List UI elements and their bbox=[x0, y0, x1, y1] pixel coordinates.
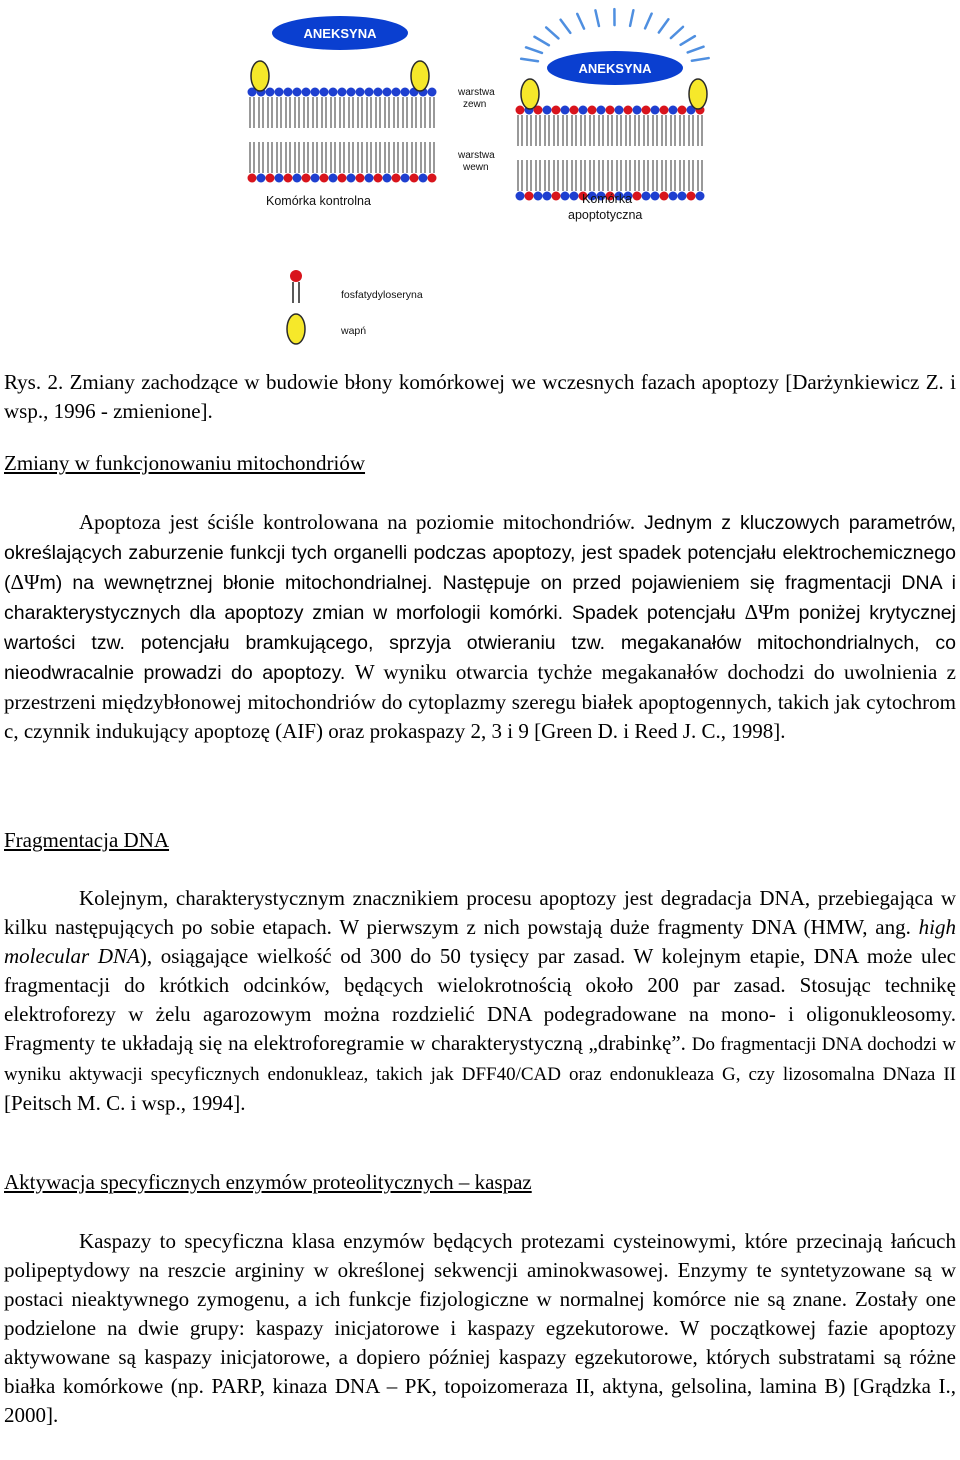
lipid-tail bbox=[608, 160, 612, 191]
lipid-tail bbox=[322, 97, 326, 128]
lipid-tail bbox=[367, 97, 371, 128]
phosphatidylserine-head bbox=[624, 106, 633, 115]
lipid-tail bbox=[421, 97, 425, 128]
lipid-tail bbox=[545, 115, 549, 146]
lipid-tail bbox=[680, 115, 684, 146]
lipid-tail bbox=[599, 160, 603, 191]
lipid-tail bbox=[430, 142, 434, 173]
lipid-tail bbox=[322, 142, 326, 173]
binding-ray bbox=[645, 14, 652, 29]
lipid-head bbox=[365, 174, 374, 183]
binding-ray bbox=[671, 27, 683, 38]
lipid-tail bbox=[250, 142, 254, 173]
phosphatidylserine-head bbox=[392, 174, 401, 183]
lipid-tail bbox=[385, 142, 389, 173]
lipid-tail bbox=[617, 160, 621, 191]
lipid-head bbox=[561, 192, 570, 201]
lipid-head bbox=[383, 88, 392, 97]
lipid-head bbox=[356, 88, 365, 97]
lipid-tail bbox=[412, 142, 416, 173]
lipid-tail bbox=[412, 97, 416, 128]
lipid-head bbox=[302, 88, 311, 97]
lipid-tail bbox=[358, 142, 362, 173]
phosphatidylserine-head bbox=[266, 174, 275, 183]
phosphatidylserine-head bbox=[525, 192, 534, 201]
lipid-head bbox=[615, 106, 624, 115]
lipid-tail bbox=[313, 97, 317, 128]
lipid-tail bbox=[313, 142, 317, 173]
lipid-head bbox=[642, 192, 651, 201]
legend-ps-tail-icon bbox=[293, 282, 299, 303]
phosphatidylserine-head bbox=[633, 192, 642, 201]
lipid-tail bbox=[403, 97, 407, 128]
section-heading-dna: Fragmentacja DNA bbox=[4, 828, 170, 852]
lipid-tail bbox=[554, 160, 558, 191]
phosphatidylserine-head bbox=[552, 192, 561, 201]
phosphatidylserine-head bbox=[284, 174, 293, 183]
lipid-head bbox=[534, 192, 543, 201]
binding-ray bbox=[595, 10, 598, 26]
lipid-tail bbox=[590, 115, 594, 146]
lipid-head bbox=[696, 192, 705, 201]
phosphatidylserine-head bbox=[428, 174, 437, 183]
lipid-head bbox=[311, 88, 320, 97]
lipid-tail bbox=[599, 115, 603, 146]
legend-phosphatidylserine bbox=[290, 270, 423, 303]
legend-calcium-label: wapń bbox=[341, 325, 367, 337]
lipid-tail bbox=[572, 160, 576, 191]
svg-text:zewn: zewn bbox=[463, 99, 487, 110]
lipid-head bbox=[419, 174, 428, 183]
lipid-head bbox=[275, 88, 284, 97]
lipid-tail bbox=[358, 97, 362, 128]
lipid-head bbox=[597, 106, 606, 115]
lipid-tail bbox=[394, 142, 398, 173]
lipid-tail bbox=[304, 142, 308, 173]
lipid-head bbox=[329, 174, 338, 183]
lipid-tail bbox=[617, 115, 621, 146]
lipid-tail bbox=[349, 142, 353, 173]
lipid-head bbox=[543, 192, 552, 201]
lipid-tail bbox=[662, 160, 666, 191]
lipid-tail bbox=[340, 142, 344, 173]
lipid-tail bbox=[563, 160, 567, 191]
lipid-tail bbox=[635, 160, 639, 191]
membrane-diagram bbox=[230, 0, 730, 350]
section-heading-mitochondria: Zmiany w funkcjonowaniu mitochondriów bbox=[4, 451, 366, 475]
binding-ray bbox=[546, 27, 558, 38]
phosphatidylserine-head bbox=[356, 174, 365, 183]
lipid-tail bbox=[581, 115, 585, 146]
svg-text:warstwa: warstwa bbox=[458, 87, 495, 98]
lipid-tail bbox=[277, 97, 281, 128]
lipid-tail bbox=[689, 160, 693, 191]
lipid-tail bbox=[376, 142, 380, 173]
lipid-head bbox=[374, 88, 383, 97]
lipid-tail bbox=[563, 115, 567, 146]
lipid-tail bbox=[626, 115, 630, 146]
lipid-tail bbox=[653, 160, 657, 191]
phosphatidylserine-head bbox=[302, 174, 311, 183]
binding-ray bbox=[561, 20, 571, 33]
lipid-tail bbox=[259, 142, 263, 173]
lipid-head bbox=[516, 192, 525, 201]
lipid-tail bbox=[430, 97, 434, 128]
lipid-tail bbox=[527, 160, 531, 191]
lipid-tail bbox=[295, 142, 299, 173]
lipid-tail bbox=[518, 160, 522, 191]
lipid-head bbox=[275, 174, 284, 183]
lipid-tail bbox=[671, 160, 675, 191]
lipid-tail bbox=[331, 97, 335, 128]
phosphatidylserine-head bbox=[660, 192, 669, 201]
lipid-tail bbox=[581, 160, 585, 191]
lipid-head bbox=[284, 88, 293, 97]
phosphatidylserine-head bbox=[570, 106, 579, 115]
calcium-ion bbox=[689, 79, 707, 109]
lipid-tail bbox=[545, 160, 549, 191]
lipid-head bbox=[365, 88, 374, 97]
phosphatidylserine-head bbox=[588, 106, 597, 115]
lipid-head bbox=[347, 174, 356, 183]
lipid-tail bbox=[635, 115, 639, 146]
lipid-head bbox=[543, 106, 552, 115]
lipid-tail bbox=[653, 115, 657, 146]
lipid-tail bbox=[698, 115, 702, 146]
phosphatidylserine-head bbox=[338, 174, 347, 183]
lipid-head bbox=[311, 174, 320, 183]
svg-text:warstwa: warstwa bbox=[458, 150, 495, 161]
lipid-tail bbox=[662, 115, 666, 146]
phosphatidylserine-head bbox=[552, 106, 561, 115]
lipid-head bbox=[383, 174, 392, 183]
lipid-tail bbox=[626, 160, 630, 191]
phosphatidylserine-head bbox=[248, 174, 257, 183]
lipid-head bbox=[266, 88, 275, 97]
calcium-ion bbox=[411, 61, 429, 91]
lipid-tail bbox=[367, 142, 371, 173]
lipid-tail bbox=[268, 97, 272, 128]
binding-ray bbox=[526, 47, 542, 53]
lipid-tail bbox=[671, 115, 675, 146]
phosphatidylserine-head bbox=[516, 106, 525, 115]
lipid-tail bbox=[250, 97, 254, 128]
phosphatidylserine-head bbox=[678, 106, 687, 115]
lipid-tail bbox=[385, 97, 389, 128]
lipid-head bbox=[329, 88, 338, 97]
phosphatidylserine-head bbox=[410, 174, 419, 183]
lipid-tail bbox=[536, 160, 540, 191]
apoptotic-cell-label-1: Komórka bbox=[582, 192, 633, 206]
phosphatidylserine-head bbox=[642, 106, 651, 115]
lipid-head bbox=[669, 106, 678, 115]
lipid-head bbox=[293, 88, 302, 97]
lipid-head bbox=[570, 192, 579, 201]
lipid-head bbox=[392, 88, 401, 97]
lipid-tail bbox=[518, 115, 522, 146]
calcium-ion bbox=[251, 61, 269, 91]
paragraph-caspases: Kaspazy to specyficzna klasa enzymów będących protezami cysteinowymi, które przecinają łańcuch polipeptydowy na reszcie argininy w określonej sekwencji aminokwasowej. Enzymy te syntetyzowane są w postaci nieaktywnego zymogenu, a ich funkcje fizjologiczne w normalnej komórce nie są znane. Zostały one podzielone na dwie grupy: kaspazy inicjatorowe i kaspazy egzekutorowe. W początkowej fazie apoptozy aktywowane są kaspazy inicjatorowe, a dopiero później kaspazy egzekutorowe, których substratami są różne białka komórkowe (np. PARP, kinaza DNA – PK, topoizomeraza II, aktyna, gelsolina, lamina B) [Grądzka I., 2000]. bbox=[4, 1229, 956, 1428]
lipid-tail bbox=[277, 142, 281, 173]
lipid-tail bbox=[536, 115, 540, 146]
lipid-tail bbox=[331, 142, 335, 173]
binding-ray bbox=[688, 47, 704, 53]
binding-ray bbox=[681, 36, 695, 45]
binding-ray bbox=[521, 59, 538, 62]
lipid-head bbox=[338, 88, 347, 97]
legend-ps-head-icon bbox=[290, 270, 302, 282]
binding-ray bbox=[534, 37, 548, 45]
lipid-head bbox=[401, 88, 410, 97]
lipid-head bbox=[633, 106, 642, 115]
lipid-tail bbox=[698, 160, 702, 191]
lipid-head bbox=[293, 174, 302, 183]
apoptotic-cell-bilayer bbox=[516, 79, 708, 201]
legend-calcium bbox=[287, 314, 366, 344]
section-heading-caspases: Aktywacja specyficznych enzymów proteolitycznych – kaspaz bbox=[4, 1170, 532, 1194]
annexin-left-label: ANEKSYNA bbox=[303, 26, 377, 41]
lipid-head bbox=[561, 106, 570, 115]
lipid-tail bbox=[644, 115, 648, 146]
svg-text:wewn: wewn bbox=[463, 162, 489, 173]
lipid-head bbox=[669, 192, 678, 201]
binding-ray bbox=[659, 19, 669, 32]
annexin-right-label: ANEKSYNA bbox=[578, 61, 652, 76]
lipid-head bbox=[579, 106, 588, 115]
lipid-tail bbox=[644, 160, 648, 191]
lipid-tail bbox=[680, 160, 684, 191]
lipid-tail bbox=[394, 97, 398, 128]
lipid-tail bbox=[304, 97, 308, 128]
lipid-tail bbox=[689, 115, 693, 146]
lipid-tail bbox=[527, 115, 531, 146]
binding-ray bbox=[692, 58, 709, 61]
inner-layer-label bbox=[457, 150, 495, 173]
calcium-ion bbox=[521, 79, 539, 109]
binding-ray bbox=[630, 10, 633, 26]
lipid-tail bbox=[608, 115, 612, 146]
membrane-figure bbox=[230, 0, 730, 350]
figure-caption: Rys. 2. Zmiany zachodzące w budowie błony komórkowej we wczesnych fazach apoptozy [Darżynkiewicz Z. i wsp., 1996 - zmienione]. bbox=[4, 370, 956, 423]
lipid-tail bbox=[349, 97, 353, 128]
lipid-tail bbox=[403, 142, 407, 173]
legend-calcium-icon bbox=[287, 314, 305, 344]
lipid-head bbox=[651, 192, 660, 201]
lipid-head bbox=[401, 174, 410, 183]
apoptotic-cell-label-2: apoptotyczna bbox=[568, 208, 643, 222]
lipid-head bbox=[651, 106, 660, 115]
binding-ray bbox=[577, 14, 584, 29]
lipid-tail bbox=[376, 97, 380, 128]
lipid-head bbox=[428, 88, 437, 97]
lipid-tail bbox=[259, 97, 263, 128]
paragraph-dna: Kolejnym, charakterystycznym znacznikiem procesu apoptozy jest degradacja DNA, przebiegająca w kilku następujących po sobie etapach. W pierwszym z nich powstają duże fragmenty DNA (HMW, ang. high molecular DNA), osiągające wielkość od 300 do 50 tysięcy par zasad. W kolejnym etapie, DNA może ulec fragmentacji do krótkich odcinków, będących wielokrotnością około 200 par zasad. Stosując technikę elektroforezy w żelu agarozowym można rozdzielić DNA podegradowane na mono- i oligonukleosomy. Fragmenty te układają się na elektroforegramie w charakterystyczną „drabinkę”. Do fragmentacji DNA dochodzi w wyniku aktywacji specyficznych endonukleaz, takich jak DFF40/CAD oraz endonukleaza G, czy lizosomalna DNaza II [Peitsch M. C. i wsp., 1994]. bbox=[4, 886, 956, 1116]
legend-ps-label: fosfatydyloseryna bbox=[341, 289, 423, 301]
phosphatidylserine-head bbox=[660, 106, 669, 115]
phosphatidylserine-head bbox=[374, 174, 383, 183]
phosphatidylserine-head bbox=[320, 174, 329, 183]
lipid-tail bbox=[286, 97, 290, 128]
lipid-tail bbox=[590, 160, 594, 191]
lipid-tail bbox=[286, 142, 290, 173]
lipid-tail bbox=[340, 97, 344, 128]
control-cell-bilayer bbox=[248, 61, 437, 183]
outer-layer-label bbox=[457, 87, 495, 110]
lipid-head bbox=[347, 88, 356, 97]
phosphatidylserine-head bbox=[687, 192, 696, 201]
lipid-head bbox=[320, 88, 329, 97]
control-cell-label: Komórka kontrolna bbox=[266, 194, 371, 208]
lipid-tail bbox=[295, 97, 299, 128]
lipid-tail bbox=[554, 115, 558, 146]
phosphatidylserine-head bbox=[606, 106, 615, 115]
lipid-head bbox=[678, 192, 687, 201]
lipid-tail bbox=[268, 142, 272, 173]
lipid-tail bbox=[572, 115, 576, 146]
lipid-tail bbox=[421, 142, 425, 173]
paragraph-mitochondria: Apoptoza jest ściśle kontrolowana na poziomie mitochondriów. Jednym z kluczowych parametrów, określających zaburzenie funkcji tych organelli podczas apoptozy, jest spadek potencjału elektrochemicznego (ΔΨm) na wewnętrznej błonie mitochondrialnej. Następuje on przed pojawieniem się fragmentacji DNA i charakterystycznych dla apoptozy zmian w morfologii komórki. Spadek potencjału ΔΨm poniżej krytycznej wartości tzw. potencjału bramkującego, sprzyja otwieraniu tzw. megakanałów mitochondrialnych, co nieodwracalnie prowadzi do apoptozy. W wyniku otwarcia tychże megakanałów dochodzi do uwolnienia z przestrzeni międzybłonowej mitochondriów do cytoplazmy szeregu białek apoptogennych, takich jak cytochrom c, czynnik indukujący apoptozę (AIF) oraz prokaspazy 2, 3 i 9 [Green D. i Reed J. C., 1998]. bbox=[4, 510, 956, 744]
lipid-head bbox=[257, 174, 266, 183]
